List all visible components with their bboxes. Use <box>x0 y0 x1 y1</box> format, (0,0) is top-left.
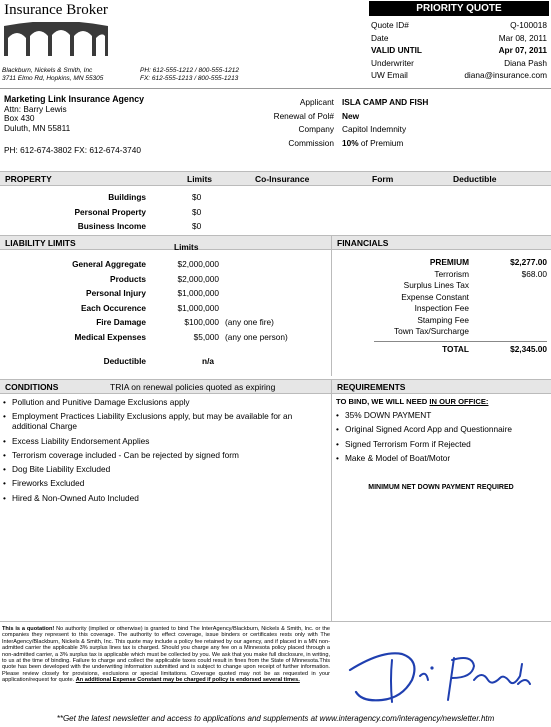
company-name: Capitol Indemnity <box>342 124 407 134</box>
footer-newsletter: **Get the latest newsletter and access to applications and supplements at www.interagency.com/interagency/newsletter.htm <box>56 714 495 723</box>
liability-row <box>0 257 331 272</box>
liability-row <box>0 315 331 330</box>
agency-name: Marketing Link Insurance Agency <box>4 94 144 104</box>
liability-section-header: LIABILITY LIMITS <box>0 235 331 250</box>
deductible-label: Deductible <box>103 356 146 366</box>
fee-label: Stamping Fee <box>417 314 469 325</box>
logo-title: Insurance Broker <box>4 2 108 18</box>
agency-phone: PH: 612-674-3802 FX: 612-674-3740 <box>4 145 141 155</box>
agency-address-2: Duluth, MN 55811 <box>4 122 71 133</box>
priority-quote-title: PRIORITY QUOTE <box>369 1 549 16</box>
quote-row-label: Quote ID# <box>371 20 409 31</box>
condition-item: • Fireworks Excluded <box>3 478 303 488</box>
quote-row-label: VALID UNTIL <box>371 45 423 56</box>
premium-label: PREMIUM <box>429 256 469 267</box>
property-row <box>0 219 260 234</box>
total-value: $2,345.00 <box>510 344 547 354</box>
quote-row <box>371 32 547 45</box>
quote-row-value: diana@insurance.com <box>464 70 547 81</box>
fee-label: Surplus Lines Tax <box>403 280 469 291</box>
quote-row-value: Apr 07, 2011 <box>498 45 547 56</box>
conditions-section-header: CONDITIONS TRIA on renewal policies quoted as expiring <box>0 379 331 394</box>
financials-section-header: FINANCIALS <box>332 235 551 250</box>
liability-row <box>0 272 331 287</box>
fee-row <box>332 280 547 292</box>
fee-row <box>332 314 547 326</box>
liability-label: Each Occurence <box>80 302 146 313</box>
quote-row-label: Date <box>371 32 389 43</box>
broker-phone: PH: 612-555-1212 / 800-555-1212 FX: 612-555-1213 / 800-555-1213 <box>140 67 240 82</box>
quote-row-label: UW Email <box>371 70 408 81</box>
quote-row <box>371 57 547 70</box>
requirement-item: • 35% DOWN PAYMENT <box>336 410 548 420</box>
bridge-logo-icon <box>4 22 108 58</box>
property-label: Business Income <box>77 221 146 232</box>
liability-limits-header: Limits <box>174 242 199 252</box>
commission-value: 10% of Premium <box>342 137 404 148</box>
conditions-list <box>3 397 303 507</box>
agency-attn: Attn: Barry Lewis <box>4 103 67 114</box>
requirements-section-header: REQUIREMENTS <box>332 379 551 394</box>
condition-item: • Hired & Non-Owned Auto Included <box>3 493 303 503</box>
liability-label: Personal Injury <box>86 288 146 299</box>
property-label: Buildings <box>108 192 146 203</box>
agency-block <box>4 95 144 133</box>
quote-row-label: Underwriter <box>371 57 414 68</box>
condition-item: • Dog Bite Liability Excluded <box>3 464 303 474</box>
property-limit: $0 <box>192 221 202 232</box>
requirement-item: • Make & Model of Boat/Motor <box>336 453 548 463</box>
renewal-policy: New <box>342 110 360 121</box>
liability-limit: $2,000,000 <box>177 273 219 284</box>
liability-label: Medical Expenses <box>74 331 146 342</box>
property-row <box>0 190 260 205</box>
fee-label: Town Tax/Surcharge <box>393 326 469 337</box>
liability-limit: $5,000 <box>193 331 219 342</box>
property-row <box>0 205 260 220</box>
fee-row <box>332 303 547 315</box>
quote-row-value: Diana Pash <box>504 57 547 68</box>
liability-label: General Aggregate <box>72 259 146 270</box>
liability-limit: $1,000,000 <box>177 302 219 313</box>
fee-row <box>332 326 547 338</box>
total-label: TOTAL <box>442 344 469 354</box>
fee-label: Inspection Fee <box>414 303 469 314</box>
broker-logo <box>2 2 110 62</box>
header-divider <box>0 88 551 89</box>
property-label: Personal Property <box>74 206 146 217</box>
fee-rows <box>332 268 547 337</box>
financials-block <box>332 255 547 356</box>
quote-row <box>371 19 547 32</box>
deductible-value: n/a <box>202 356 214 366</box>
property-rows <box>0 190 260 234</box>
liability-label: Fire Damage <box>96 317 146 328</box>
property-section-header: PROPERTY Limits Co-Insurance Form Deductible <box>0 171 551 186</box>
condition-item: • Pollution and Punitive Damage Exclusions apply <box>3 397 303 407</box>
disclaimer-text: This is a quotation! No authority (implied or otherwise) is granted to bind The InterAgency/Blackburn, Nickels & Smith, Inc. or the companies they represent to this coverage. The authority to effect coverage, issue binders or certificates rests only with The InterAgency/Blackburn, Nickels & Smith, Inc. This quote may include a policy fee retained by our agency, and if placed in a MN non-admitted carrier the applicable 3% surplus lines tax is charged. Should you charge any fee on a Minnesota policy placed through a non-admitted carrier, a 3% surplus tax is applicable which must be collected by you. We ask that you make full disclosure, in writing, to us at the time of binding. Failure to charge and collect the applicable taxes could result in fines from the State of Minnesota.This quote has been developed with the underwriting information submitted and is subject to change upon receipt of further information. Please review closely for provisions, exclusions or special limitations. Coverage quoted may not be as requested in your application/request for quote. An additional Expense Constant may be charged if policy is endorsed several times. <box>2 626 330 684</box>
quote-row-value: Mar 08, 2011 <box>498 32 547 43</box>
condition-item: • Employment Practices Liability Exclusions apply, but may be available for an additional Charge <box>3 411 303 431</box>
tria-note: TRIA on renewal policies quoted as expiring <box>110 382 276 392</box>
liability-row <box>0 286 331 301</box>
applicant-block: Applicant ISLA CAMP AND FISH Renewal of Pol# New Company Capitol Indemnity Commission 10% of Premium <box>260 96 550 150</box>
fee-label: Terrorism <box>434 268 469 279</box>
disclaimer-divider <box>0 621 551 622</box>
quote-row <box>371 44 547 57</box>
requirements-list <box>336 410 548 467</box>
property-limit: $0 <box>192 206 202 217</box>
liability-rows <box>0 257 331 344</box>
quote-info <box>371 19 547 82</box>
condition-item: • Terrorism coverage included - Can be rejected by signed form <box>3 450 303 460</box>
liability-note: (any one fire) <box>225 317 274 328</box>
liability-row <box>0 301 331 316</box>
liability-label: Products <box>110 273 146 284</box>
requirement-item: • Signed Terrorism Form if Rejected <box>336 439 548 449</box>
underwriter-signature <box>342 640 542 712</box>
fee-row <box>332 268 547 280</box>
liability-note: (any one person) <box>225 331 288 342</box>
liability-limit: $1,000,000 <box>177 288 219 299</box>
liability-limit: $100,000 <box>184 317 219 328</box>
quote-row <box>371 69 547 82</box>
fee-row <box>332 291 547 303</box>
liability-limit: $2,000,000 <box>177 259 219 270</box>
applicant-name: ISLA CAMP AND FISH <box>342 97 429 107</box>
requirement-item: • Original Signed Acord App and Questionnaire <box>336 424 548 434</box>
fee-value: $68.00 <box>521 268 547 279</box>
premium-value: $2,277.00 <box>510 256 547 267</box>
conditions-divider <box>331 379 332 621</box>
quote-row-value: Q-100018 <box>510 20 547 31</box>
minimum-down-payment: MINIMUM NET DOWN PAYMENT REQUIRED <box>368 484 514 491</box>
requirements-intro: TO BIND, WE WILL NEED IN OUR OFFICE: <box>336 397 489 406</box>
condition-item: • Excess Liability Endorsement Applies <box>3 436 303 446</box>
broker-address: Blackburn, Nickels & Smith, Inc 3711 Elmo Rd, Hopkins, MN 55305 <box>2 67 104 82</box>
property-limit: $0 <box>192 192 202 203</box>
agency-address-1: Box 430 <box>4 113 35 123</box>
fee-label: Expense Constant <box>401 291 469 302</box>
liability-row <box>0 330 331 345</box>
